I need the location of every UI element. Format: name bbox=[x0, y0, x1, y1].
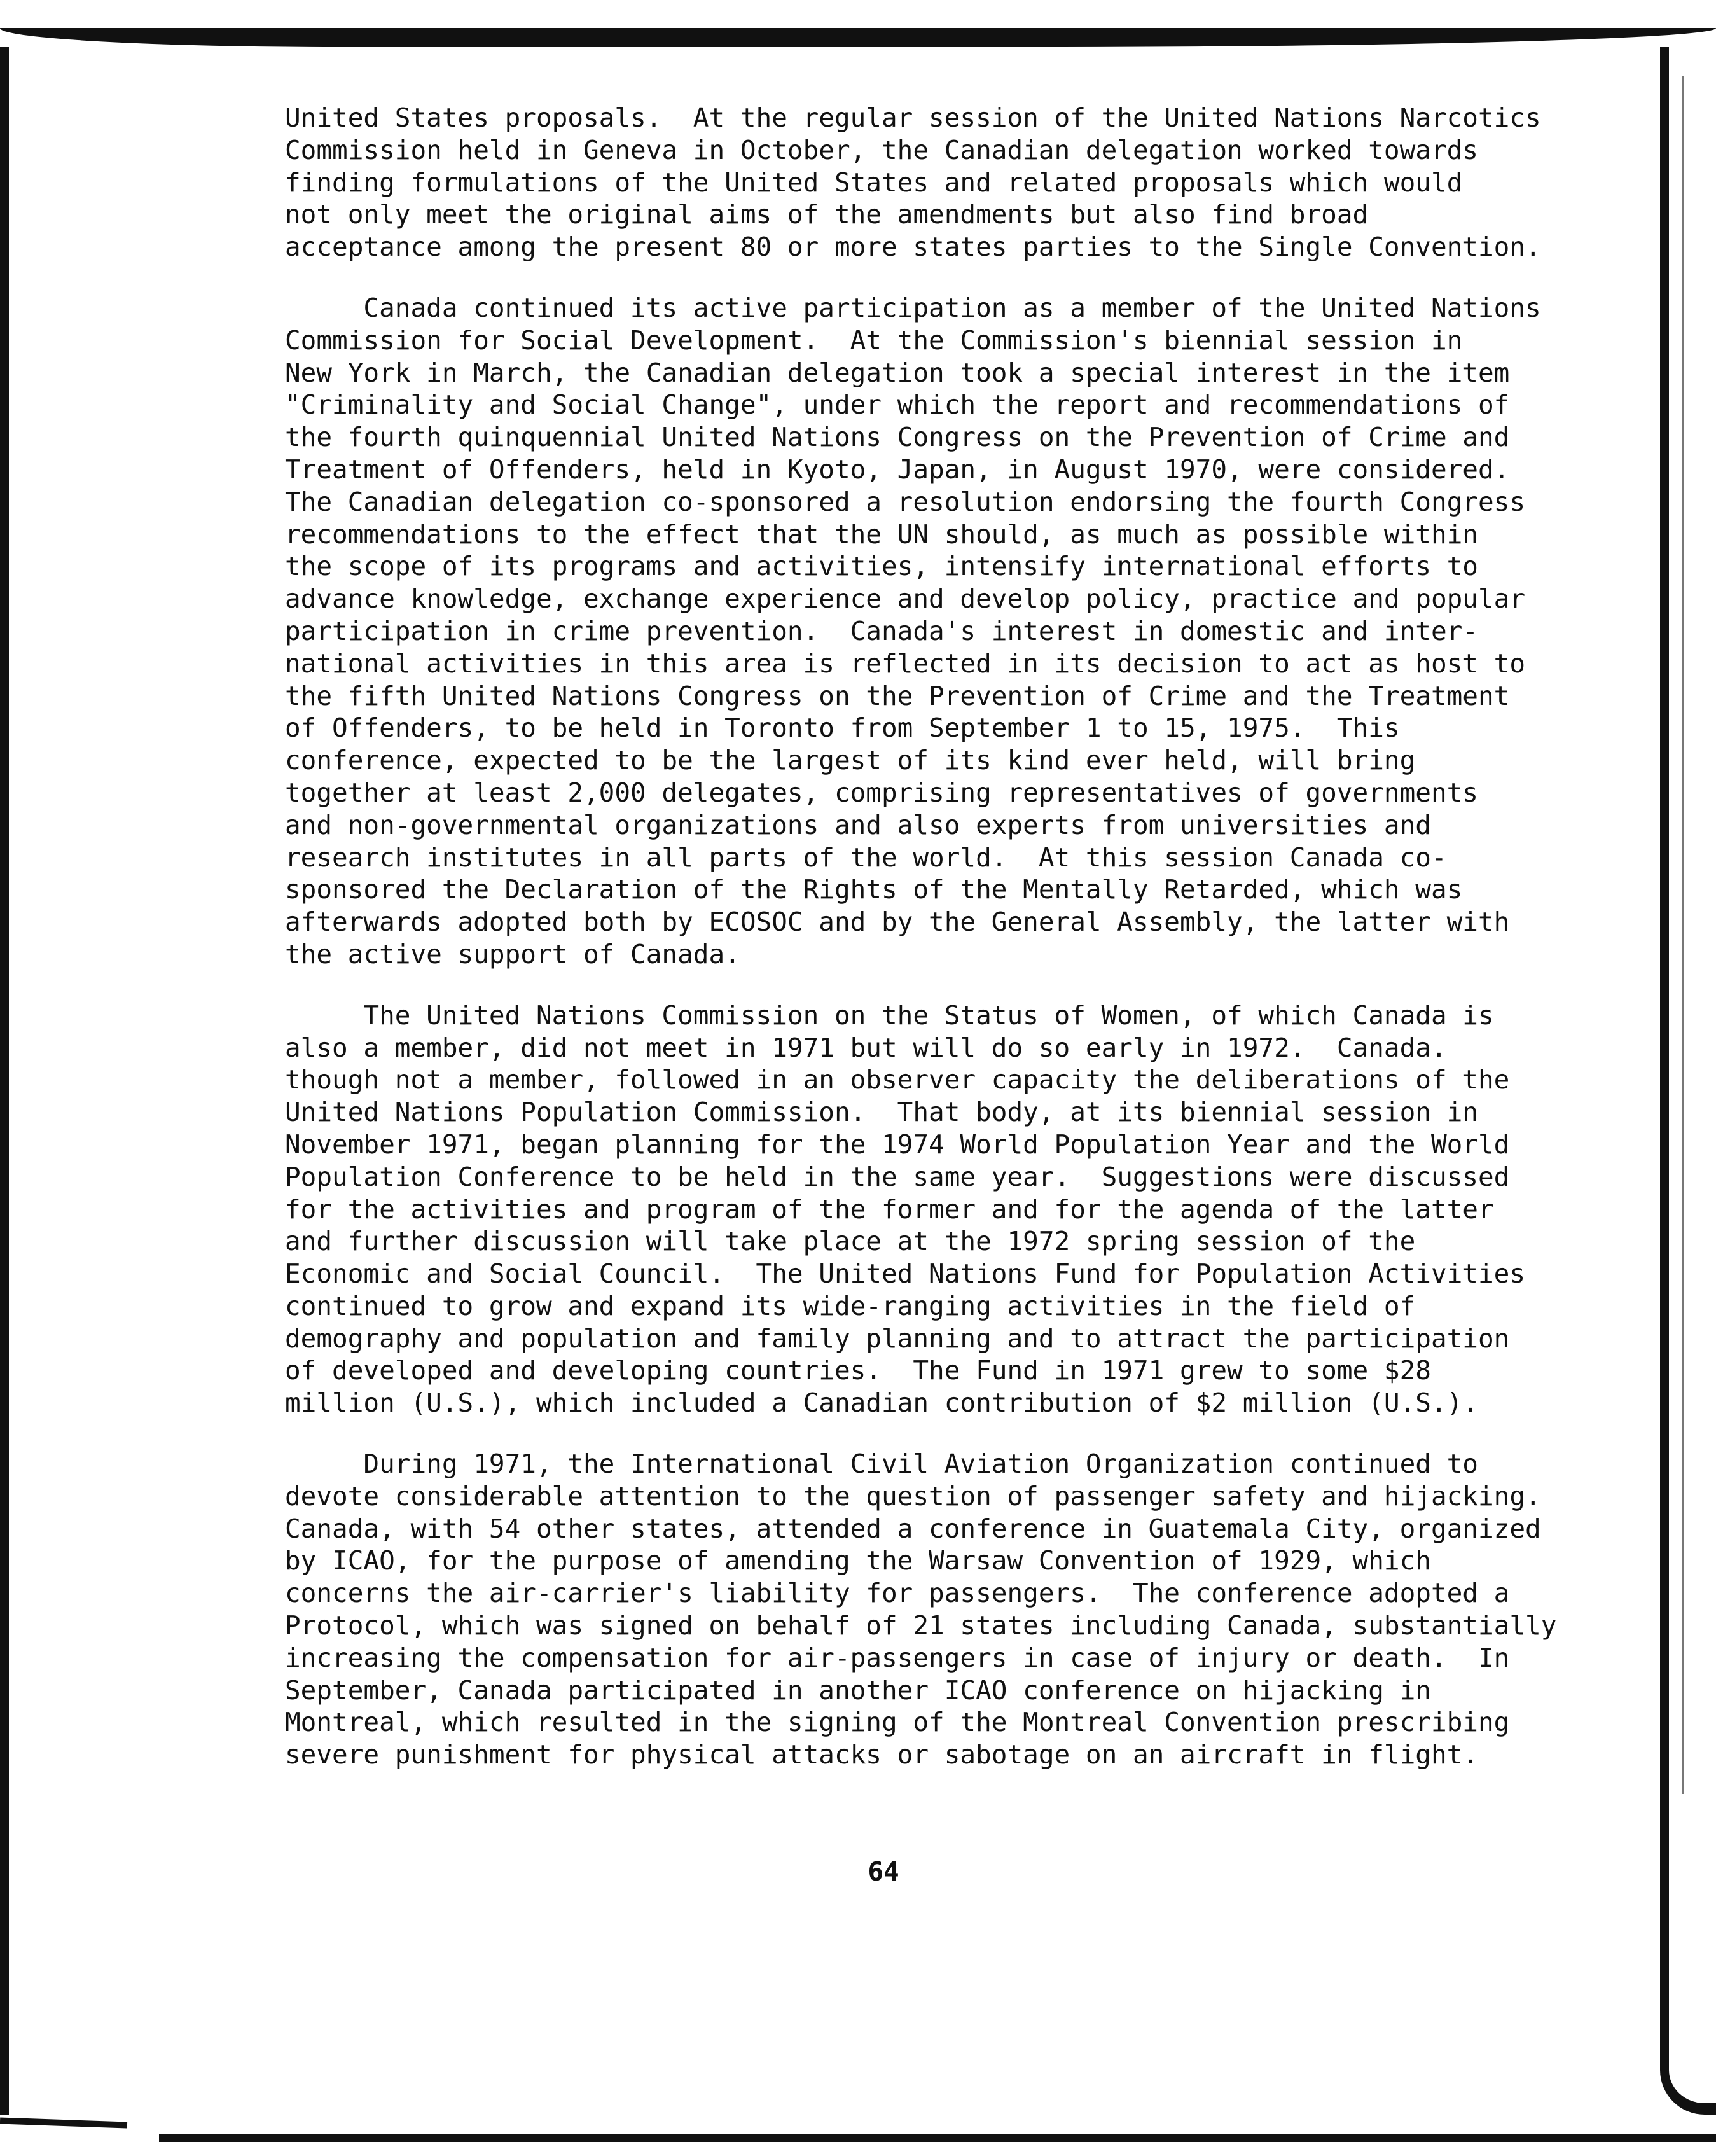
paragraph-narcotics: United States proposals. At the regular session of the United Nations Narcotics Commission held in Geneva in October, the Canadian delegation worked towards finding formulations of the United States and related proposals which would not only meet the original aims of the amendments but also find broad acceptance among the present 80 or more states parties to the Single Convention. bbox=[285, 102, 1541, 263]
scan-border-left bbox=[0, 47, 9, 2115]
scan-border-bottom-left bbox=[0, 2118, 127, 2129]
paragraph-status-of-women: The United Nations Commission on the Status of Women, of which Canada is also a member, did not meet in 1971 but will do so early in 1972. Canada. though not a member, followed in an observer capacity the deliberations of the United Nations Population Commission. That body, at its biennial session in November 1971, began planning for the 1974 World Population Year and the World Population Conference to be held in the same year. Suggestions were discussed for the activities and program of the former and for the agenda of the latter and further discussion will take place at the 1972 spring session of the Economic and Social Council. The United Nations Fund for Population Activities continued to grow and expand its wide-ranging activities in the field of demography and population and family planning and to attract the participation of developed and developing countries. The Fund in 1971 grew to some $28 million (U.S.), which included a Canadian contribution of $2 million (U.S.). bbox=[285, 999, 1526, 1419]
page-body bbox=[285, 102, 1608, 1771]
paragraph-civil-aviation: During 1971, the International Civil Aviation Organization continued to devote considerable attention to the question of passenger safety and hijacking. Canada, with 54 other states, attended a conference in Guatemala City, organized by ICAO, for the purpose of amending the Warsaw Convention of 1929, which concerns the air-carrier's liability for passengers. The conference adopted a Protocol, which was signed on behalf of 21 states including Canada, substantially increasing the compensation for air-passengers in case of injury or death. In September, Canada participated in another ICAO conference on hijacking in Montreal, which resulted in the signing of the Montreal Convention prescribing severe punishment for physical attacks or sabotage on an aircraft in flight. bbox=[285, 1449, 1557, 1770]
scan-border-bottom bbox=[159, 2134, 1716, 2142]
paragraph-social-development: Canada continued its active participation as a member of the United Nations Commission for Social Development. At the Commission's biennial session in New York in March, the Canadian delegation took a special interest in the item "Criminality and Social Change", under which the report and recommendations of the fourth quinquennial United Nations Congress on the Prevention of Crime and Treatment of Offenders, held in Kyoto, Japan, in August 1970, were considered. The Canadian delegation co-sponsored a resolution endorsing the fourth Congress recommendations to the effect that the UN should, as much as possible within the scope of its programs and activities, intensify international efforts to advance knowledge, exchange experience and develop policy, practice and popular participation in crime prevention. Canada's interest in domestic and inter- national activities in this area is reflected in its decision to act as host to the fifth United Nations Congress on the Prevention of Crime and the Treatment of Offenders, to be held in Toronto from September 1 to 15, 1975. This conference, expected to be the largest of its kind ever held, will bring together at least 2,000 delegates, comprising representatives of governments and non-governmental organizations and also experts from universities and research institutes in all parts of the world. At this session Canada co- sponsored the Declaration of the Rights of the Mentally Retarded, which was afterwards adopted both by ECOSOC and by the General Assembly, the latter with the active support of Canada. bbox=[285, 292, 1541, 970]
scan-border-right bbox=[1660, 47, 1716, 2115]
scan-border-right-inner bbox=[1682, 76, 1684, 1794]
page-number: 64 bbox=[868, 1856, 899, 1887]
scan-border-top bbox=[0, 28, 1716, 47]
